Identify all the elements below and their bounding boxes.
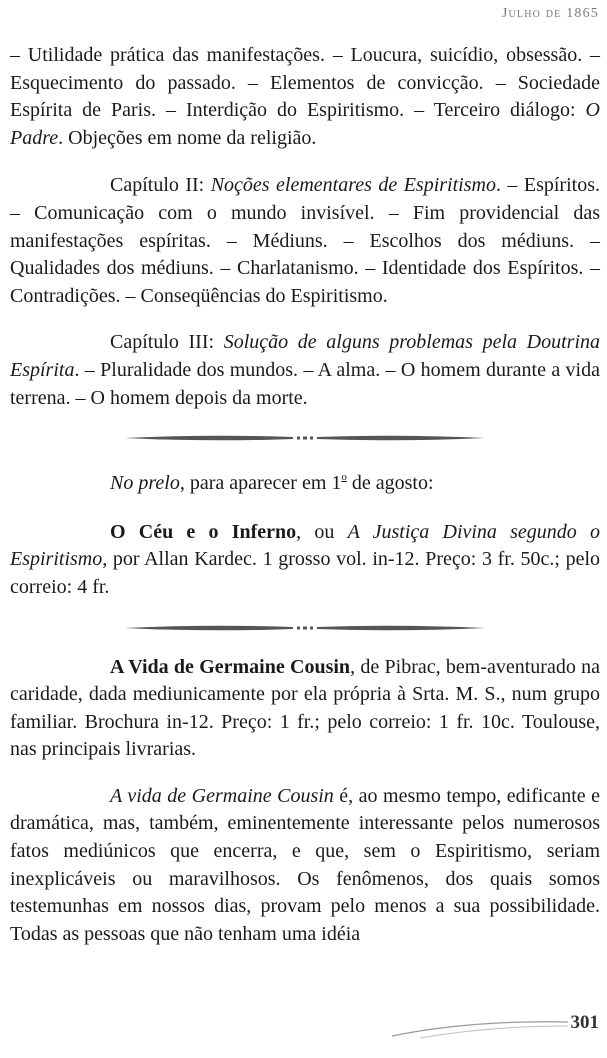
paragraph-no-prelo: No prelo, para aparecer em 1$^o$ de agosto: (110, 471, 434, 495)
section-divider-ornament (10, 430, 600, 446)
section-divider-ornament (10, 620, 600, 636)
footer-swoosh-ornament (390, 1016, 570, 1040)
page-body (10, 42, 600, 948)
paragraph-contents-cap1: – Utilidade prática das manifestações. – Loucura, suicídio, obsessão. – Esquecimento do passado. – Elementos de convicção. – Sociedade Espírita de Paris. – Interdição do Espiritismo. – Terceiro diálogo: O Padre. Objeções em nome da religião. (10, 44, 600, 149)
paragraph-germaine-cousin: A Vida de Germaine Cousin, de Pibrac, bem-aventurado na caridade, dada mediunicamente por ela própria à Srta. M. S., num grupo familiar. Brochura in-12. Preço: 1 fr.; pelo correio: 1 fr. 10c. Toulouse, nas principais livrarias. (10, 655, 600, 761)
page-number: 301 (570, 1012, 599, 1033)
paragraph-ceu-inferno: O Céu e o Inferno, ou A Justiça Divina segundo o Espiritismo, por Allan Kardec. 1 grosso vol. in-12. Preço: 3 fr. 50c.; pelo correio: 4 fr. (10, 520, 601, 598)
paragraph-contents-cap2: Capítulo II: Noções elementares de Espiritismo. – Espíritos. – Comunicação com o mundo invisível. – Fim providencial das manifestações espíritas. – Médiuns. – Escolhos dos médiuns. – Qualidades dos médiuns. – Charlatanismo. – Identidade dos Espíritos. – Contradições. – Conseqüências do Espiritismo. (10, 174, 600, 307)
paragraph-germaine-review: A vida de Germaine Cousin é, ao mesmo tempo, edificante e dramática, mas, também, eminentemente interessante pelos numerosos fatos mediúnicos que encerra, e que, sem o Espiritismo, seriam inexplicáveis ou maravilhosos. Os fenômenos, dos quais somos testemunhas em nossos dias, provam pelo menos a sua possibilidade. Todas as pessoas que não tenham uma idéia (10, 784, 601, 945)
paragraph-contents-cap3: Capítulo III: Solução de alguns problemas pela Doutrina Espírita. – Pluralidade dos mundos. – A alma. – O homem durante a vida terrena. – O homem depois da morte. (10, 331, 600, 409)
running-head: Julho de 1865 (501, 6, 599, 21)
